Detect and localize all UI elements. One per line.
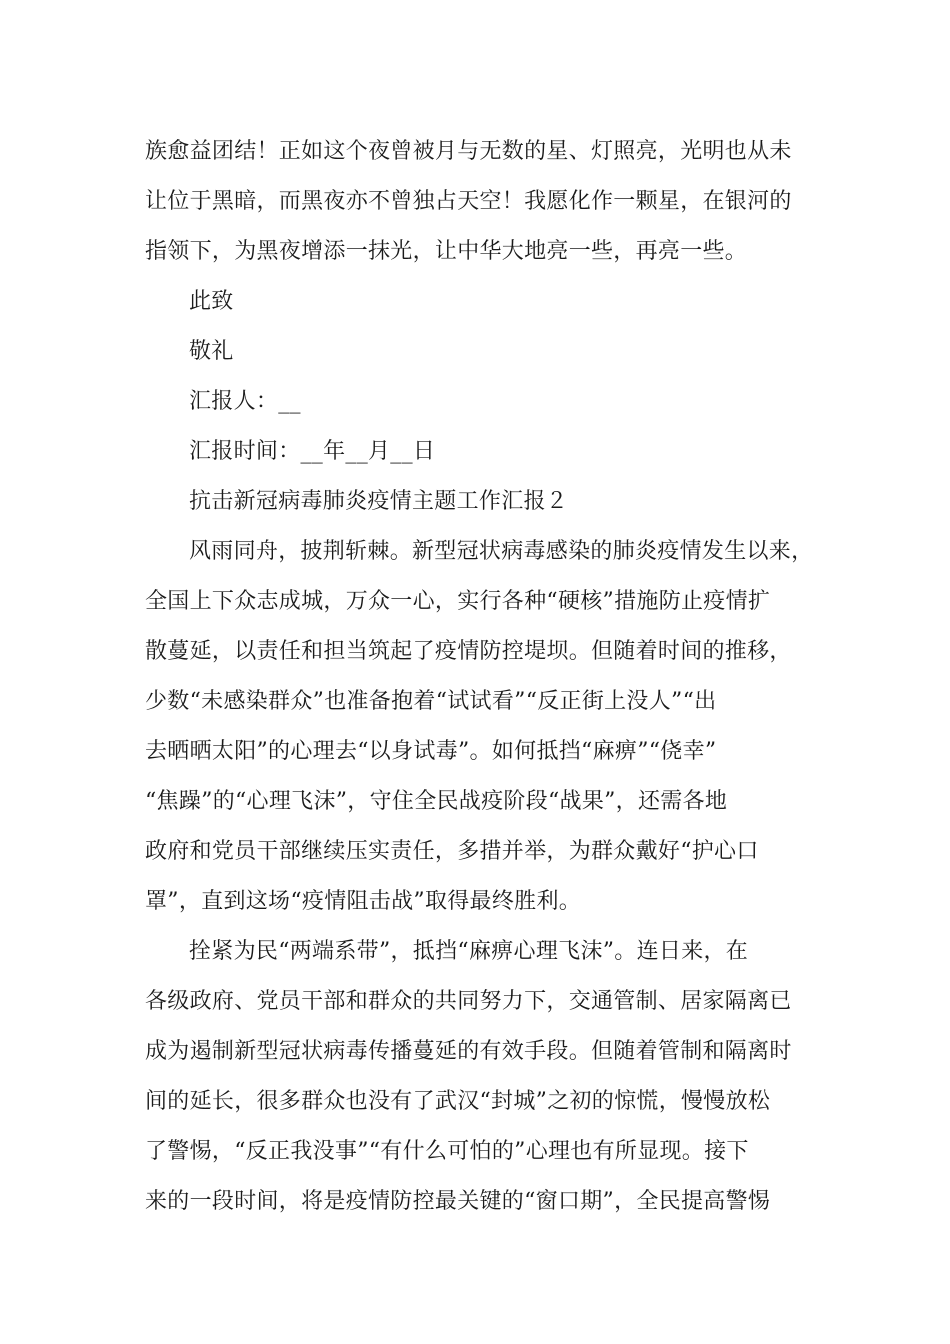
text-line: 政府和党员干部继续压实责任，多措并举，为群众戴好“护心口 (145, 839, 759, 864)
text-line: 来的一段时间，将是疫情防控最关键的“窗口期”，全民提高警惕 (145, 1189, 771, 1214)
text-line: 了警惕，“反正我没事”“有什么可怕的”心理也有所显现。接下 (145, 1139, 749, 1164)
text-line: 去晒晒太阳”的心理去“以身试毒”。如何抵挡“麻痹”“侥幸” (145, 739, 717, 764)
text-line: 全国上下众志成城，万众一心，实行各种“硬核”措施防止疫情扩 (145, 589, 771, 614)
text-line: 各级政府、党员干部和群众的共同努力下，交通管制、居家隔离已 (145, 989, 792, 1014)
section-title: 抗击新冠病毒肺炎疫情主题工作汇报２ (189, 489, 569, 514)
closing-regards: 敬礼 (189, 339, 234, 364)
closing-salutation: 此致 (189, 289, 234, 314)
reporter-field: 汇报人：__ (189, 389, 301, 414)
text-line: 让位于黑暗，而黑夜亦不曾独占天空！我愿化作一颗星，在银河的 (145, 189, 792, 214)
text-line: 间的延长，很多群众也没有了武汉“封城”之初的惊慌，慢慢放松 (145, 1089, 771, 1114)
text-line: 拴紧为民“两端系带”，抵挡“麻痹心理飞沫”。连日来，在 (189, 939, 749, 964)
text-line: 成为遏制新型冠状病毒传播蔓延的有效手段。但随着管制和隔离时 (145, 1039, 792, 1064)
text-line: “焦躁”的“心理飞沫”，守住全民战疫阶段“战果”，还需各地 (145, 789, 728, 814)
text-line: 族愈益团结！正如这个夜曾被月与无数的星、灯照亮，光明也从未 (145, 139, 792, 164)
text-line: 指领下，为黑夜增添一抹光，让中华大地亮一些，再亮一些。 (145, 239, 748, 264)
text-line: 风雨同舟，披荆斩棘。新型冠状病毒感染的肺炎疫情发生以来， (189, 539, 814, 564)
text-line: 散蔓延，以责任和担当筑起了疫情防控堤坝。但随着时间的推移， (145, 639, 792, 664)
text-line: 少数“未感染群众”也准备抱着“试试看”“反正街上没人”“出 (145, 689, 717, 714)
report-date-field: 汇报时间：__年__月__日 (189, 439, 436, 464)
text-line: 罩”，直到这场“疫情阻击战”取得最终胜利。 (145, 889, 582, 914)
